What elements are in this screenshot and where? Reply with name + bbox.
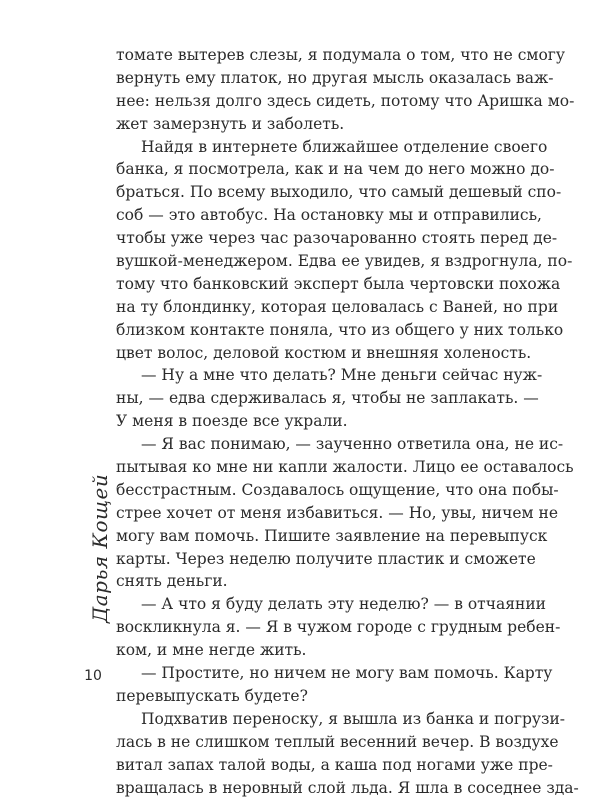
text-line: вернуть ему платок, но другая мысль оказалась важ- bbox=[116, 67, 510, 90]
text-line: — Ну а мне что делать? Мне деньги сейчас нуж- bbox=[116, 364, 510, 387]
text-line: соб — это автобус. На остановку мы и отправились, bbox=[116, 204, 510, 227]
text-line: Подхватив переноску, я вышла из банка и погрузи- bbox=[116, 708, 510, 731]
text-line: ны, — едва сдерживалась я, чтобы не заплакать. — bbox=[116, 387, 510, 410]
text-line: У меня в поезде все украли. bbox=[116, 410, 510, 433]
author-name: Дарья Кощей bbox=[88, 474, 112, 623]
text-line: стрее хочет от меня избавиться. — Но, увы, ничем не bbox=[116, 502, 510, 525]
text-line: — Простите, но ничем не могу вам помочь. Карту bbox=[116, 662, 510, 685]
text-line: бесстрастным. Создавалось ощущение, что она побы- bbox=[116, 479, 510, 502]
text-line: банка, я посмотрела, как и на чем до него можно до- bbox=[116, 158, 510, 181]
text-line: жет замерзнуть и заболеть. bbox=[116, 113, 510, 136]
text-line: чтобы уже через час разочарованно стоять перед де- bbox=[116, 227, 510, 250]
page-number: 10 bbox=[78, 668, 108, 684]
text-line: нее: нельзя долго здесь сидеть, потому что Аришка мо- bbox=[116, 90, 510, 113]
text-line: — Я вас понимаю, — заученно ответила она, не ис- bbox=[116, 433, 510, 456]
text-line: лась в не слишком теплый весенний вечер. В воздухе bbox=[116, 731, 510, 754]
body-text bbox=[116, 44, 510, 799]
text-line: томате вытерев слезы, я подумала о том, что не смогу bbox=[116, 44, 510, 67]
text-line: ком, и мне негде жить. bbox=[116, 639, 510, 662]
text-line: вушкой-менеджером. Едва ее увидев, я вздрогнула, по- bbox=[116, 250, 510, 273]
text-line: перевыпускать будете? bbox=[116, 685, 510, 708]
text-line: карты. Через неделю получите пластик и сможете bbox=[116, 548, 510, 571]
text-line: могу вам помочь. Пишите заявление на перевыпуск bbox=[116, 525, 510, 548]
text-line: цвет волос, деловой костюм и внешняя холеность. bbox=[116, 342, 510, 365]
text-line: близком контакте поняла, что из общего у них только bbox=[116, 319, 510, 342]
text-line: — А что я буду делать эту неделю? — в отчаянии bbox=[116, 593, 510, 616]
text-line: пытывая ко мне ни капли жалости. Лицо ее оставалось bbox=[116, 456, 510, 479]
text-line: вращалась в неровный слой льда. Я шла в соседнее зда- bbox=[116, 777, 510, 799]
text-line: Найдя в интернете ближайшее отделение своего bbox=[116, 136, 510, 159]
text-line: снять деньги. bbox=[116, 570, 510, 593]
text-line: на ту блондинку, которая целовалась с Ваней, но при bbox=[116, 296, 510, 319]
text-line: витал запах талой воды, а каша под ногами уже пре- bbox=[116, 754, 510, 777]
text-line: браться. По всему выходило, что самый дешевый спо- bbox=[116, 181, 510, 204]
text-line: воскликнула я. — Я в чужом городе с грудным ребен- bbox=[116, 616, 510, 639]
text-line: тому что банковский эксперт была чертовски похожа bbox=[116, 273, 510, 296]
